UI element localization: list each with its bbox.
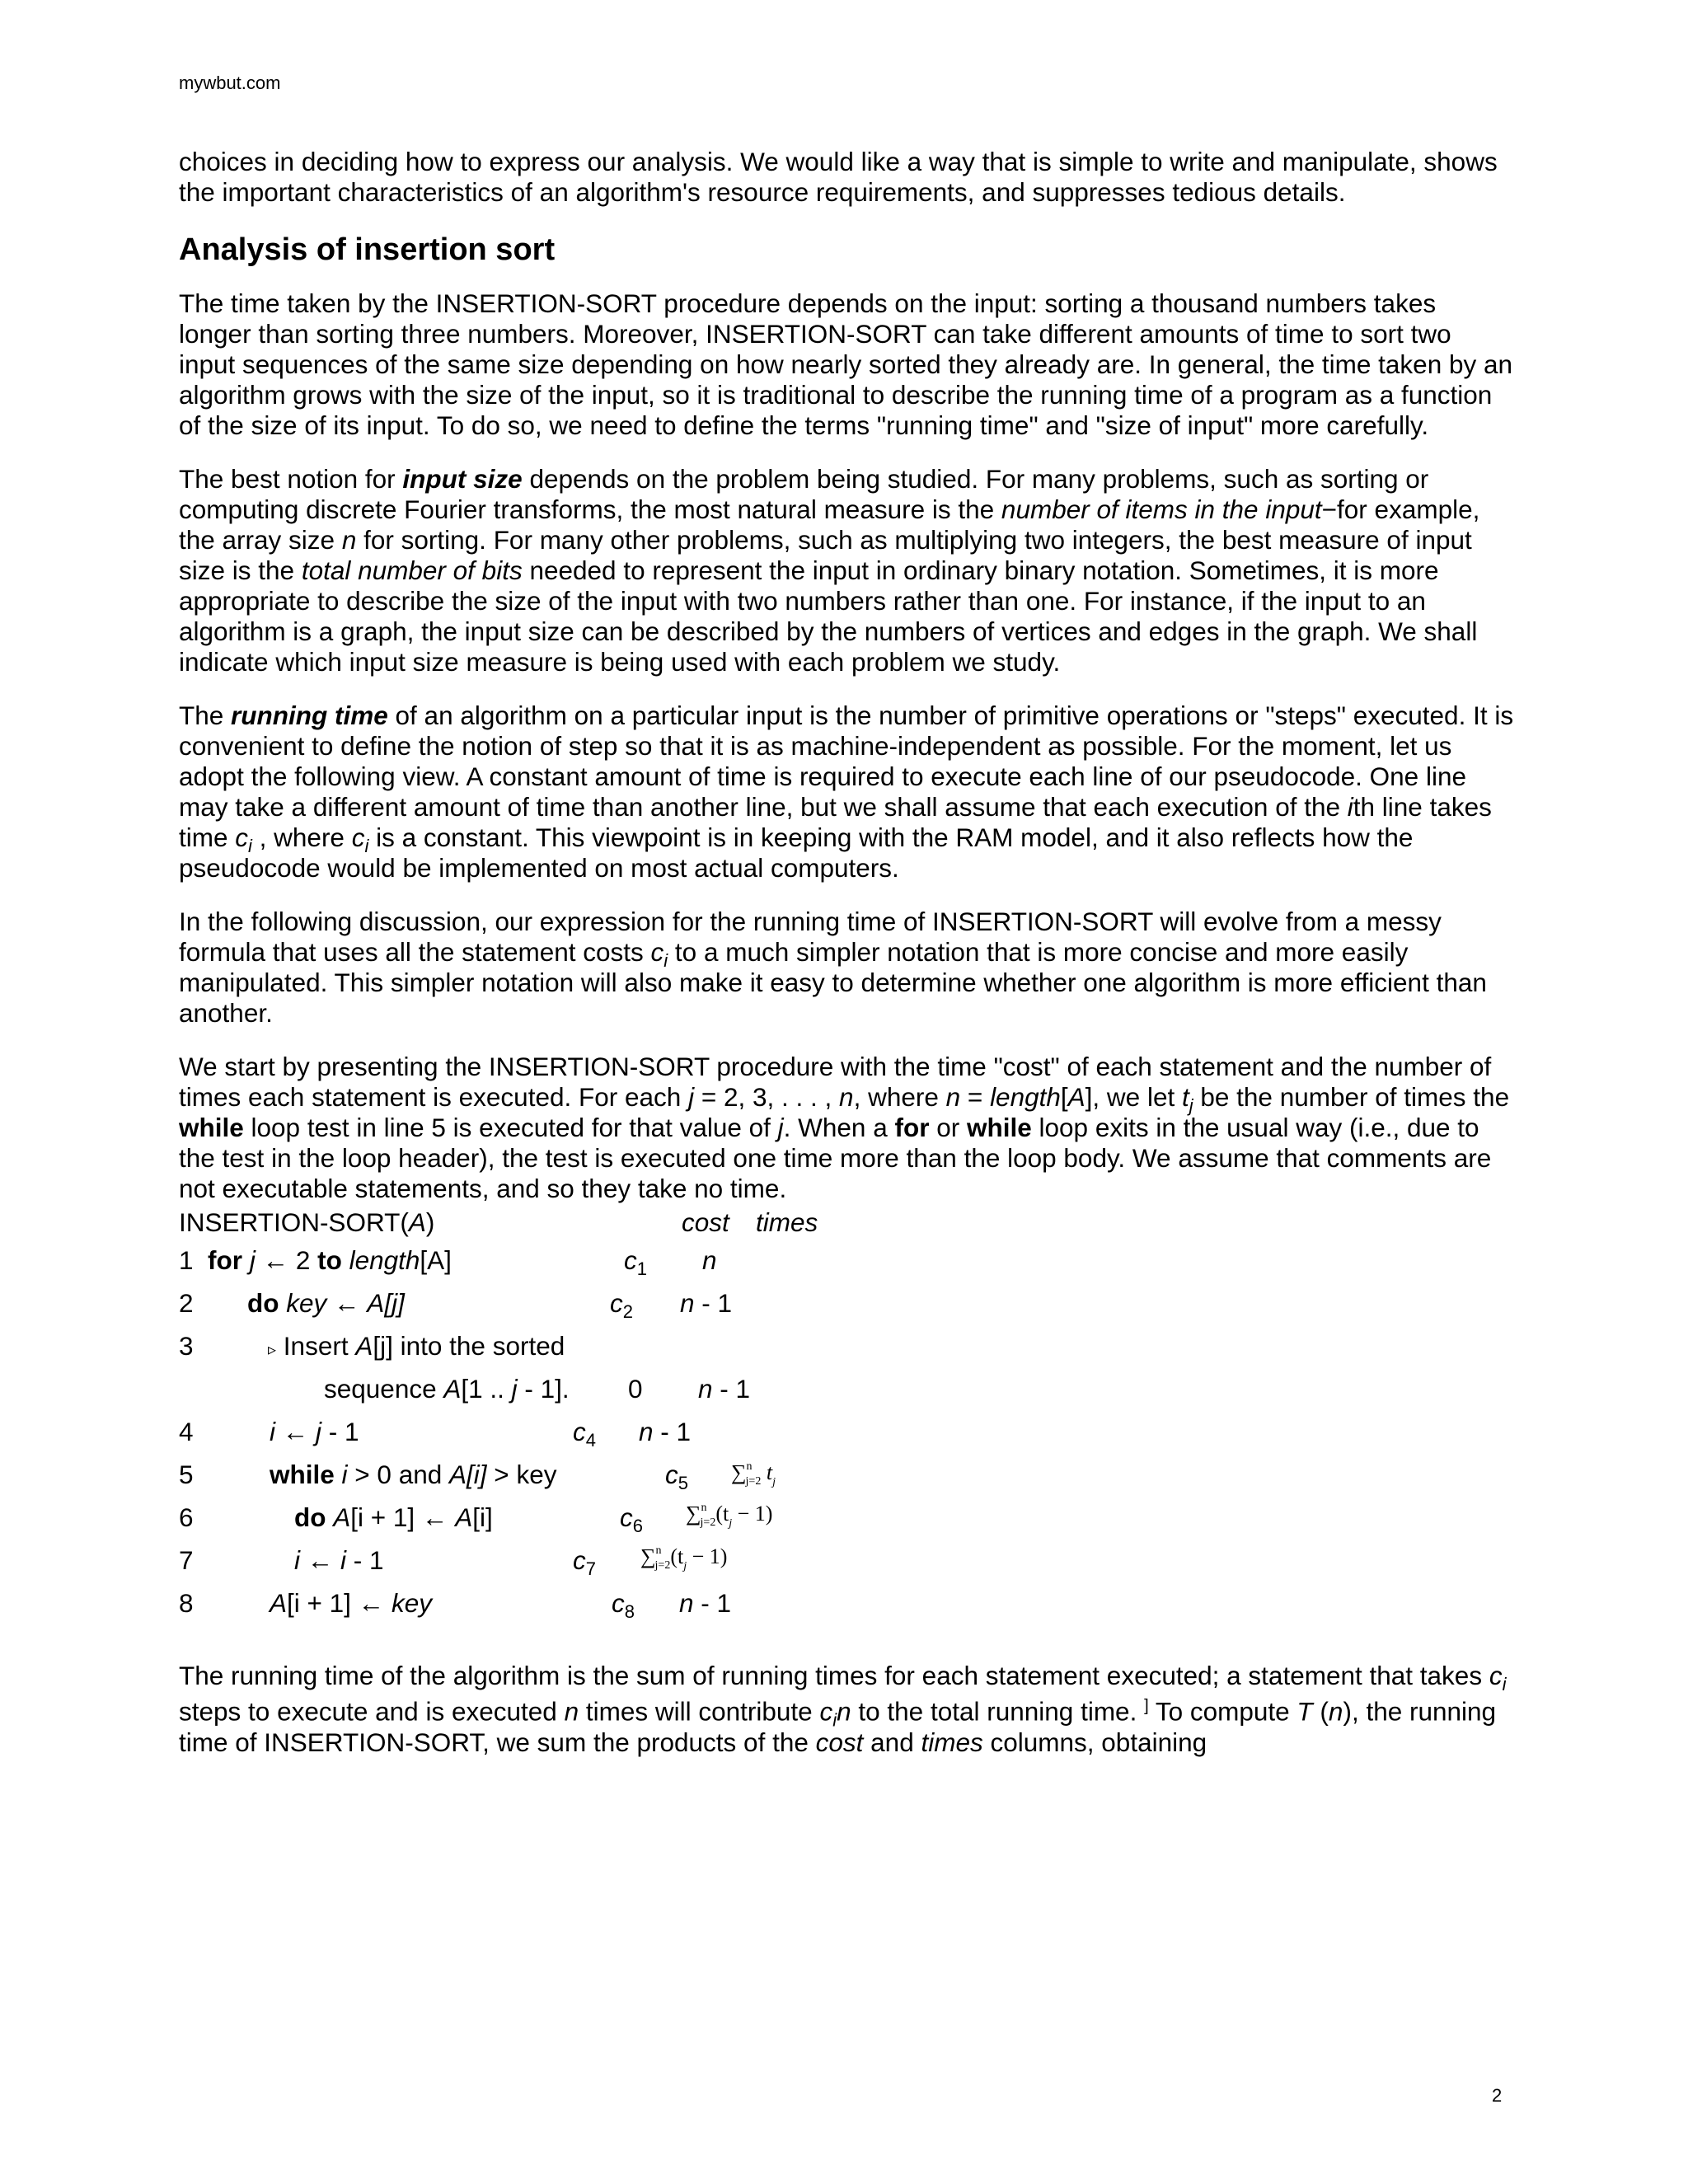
times-column-header: times (756, 1207, 818, 1237)
code-line-5-body: while i > 0 and A[i] > key (270, 1460, 557, 1489)
code-line-8: 8 (179, 1588, 194, 1618)
code-line-5: 5 (179, 1460, 194, 1489)
paragraph-input-dependence: The time taken by the INSERTION-SORT procedure depends on the input: sorting a thousand numbers takes longer than sorting three numbers. Moreover, INSERTION-SORT can take different amounts of time to sort two input sequences of the same size depending on how nearly sorted they already are. In general, the time taken by an algorithm grows with the size of the input, so it is traditional to describe the running time of a program as a function of the size of its input. To do so, we need to define the terms "running time" and "size of input" more carefully. (179, 288, 1513, 440)
code-header: INSERTION-SORT(A) (179, 1207, 435, 1237)
times-line-4: n - 1 (639, 1417, 692, 1446)
cost-c8: $c_8$ (612, 1588, 635, 1622)
code-line-4-body: i ← j - 1 (270, 1417, 359, 1446)
cost-column-header: cost (682, 1207, 729, 1237)
section-title: Analysis of insertion sort (179, 232, 556, 267)
cost-c5: $c_5$ (665, 1460, 688, 1493)
code-line-2-body: do key ← A[j] (247, 1288, 405, 1318)
cost-c1: $c_1$ (624, 1245, 647, 1279)
page-body (179, 147, 1514, 1781)
times-line-8: n - 1 (679, 1588, 732, 1618)
intro-paragraph: choices in deciding how to express our analysis. We would like a way that is simple to write and manipulate, shows the important characteristics of an algorithm's resource requirements, and suppresses tedious details. (179, 147, 1498, 207)
site-header: mywbut.com (179, 73, 281, 93)
cost-c4: $c_4$ (573, 1417, 596, 1451)
code-line-4: 4 (179, 1417, 194, 1446)
code-line-6-body: do A[i + 1] ← A[i] (294, 1502, 493, 1532)
code-line-3-comment: ▹ Insert A[j] into the sorted (268, 1331, 565, 1361)
summation-icon: ∑ (686, 1502, 701, 1526)
code-line-1: 1 for j ← 2 to length[A] (179, 1245, 452, 1275)
times-line-3: n - 1 (698, 1374, 751, 1404)
pseudocode-block (179, 1207, 1514, 1661)
times-line-2: n - 1 (680, 1288, 733, 1318)
times-line-5-sum: ∑$^n_{j=2}$ $t_j$ (731, 1460, 776, 1488)
times-line-6-sum: $\sum^n_{j=2}(t_j - 1)$ (686, 1502, 773, 1530)
cost-c6: $c_6$ (620, 1502, 643, 1536)
paragraph-procedure-intro: We start by presenting the INSERTION-SORT procedure with the time "cost" of each statement and the number of times each statement is executed. For each j = 2, 3, . . . , n, where n = length[A], we let $t_j$ be the number of times the while loop test in line 5 is executed for that value of j. When a for or while loop exits in the usual way (i.e., due to the test in the loop header), the test is executed one time more than the loop body. We assume that comments are not executable statements, and so they take no time. (179, 1052, 1510, 1203)
code-line-7: 7 (179, 1545, 194, 1575)
code-line-6: 6 (179, 1502, 194, 1532)
paragraph-input-size: The best notion for input size depends on the problem being studied. For many problems, such as sorting or computing discrete Fourier transforms, the most natural measure is the number of items in the input−for example, the array size n for sorting. For many other problems, such as multiplying two integers, the best measure of input size is the total number of bits needed to represent the input in ordinary binary notation. Sometimes, it is more appropriate to describe the size of the input with two numbers rather than one. For instance, if the input to an algorithm is a graph, the input size can be described by the numbers of vertices and edges in the graph. We shall indicate which input size measure is being used with each problem we study. (179, 464, 1480, 677)
paragraph-following-discussion: In the following discussion, our expression for the running time of INSERTION-SORT will evolve from a messy formula that uses all the statement costs $c_i$ to a much simpler notation that is more concise and more easily manipulated. This simpler notation will also make it easy to determine whether one algorithm is more efficient than another. (179, 907, 1487, 1028)
code-line-3-continuation: sequence A[1 .. j - 1]. (324, 1374, 570, 1404)
summation-icon: ∑ (731, 1460, 747, 1484)
cost-line-3: 0 (628, 1374, 643, 1404)
page-number: 2 (1492, 2085, 1503, 2106)
paragraph-running-time-sum: The running time of the algorithm is the sum of running times for each statement executed; a statement that takes $c_i$ steps to execute and is executed n times will contribute $c_in$ to the total running time. ] To compute T (n), the running time of INSERTION-SORT, we sum the products of the cost and times columns, obtaining (179, 1661, 1507, 1757)
cost-c2: $c_2$ (610, 1288, 633, 1322)
paragraph-running-time: The running time of an algorithm on a particular input is the number of primitive operations or "steps" executed. It is convenient to define the notion of step so that it is as machine-independent as possible. For the moment, let us adopt the following view. A constant amount of time is required to execute each line of our pseudocode. One line may take a different amount of time than another line, but we shall assume that each execution of the ith line takes time $c_i$ , where $c_i$ is a constant. This viewpoint is in keeping with the RAM model, and it also reflects how the pseudocode would be implemented on most actual computers. (179, 701, 1514, 883)
code-line-2: 2 (179, 1288, 194, 1318)
code-line-7-body: i ← i - 1 (294, 1545, 384, 1575)
times-line-7-sum: $\sum^n_{j=2}(t_j - 1)$ (640, 1544, 728, 1572)
code-line-8-body: A[i + 1] ← key (270, 1588, 432, 1618)
cost-c7: $c_7$ (573, 1545, 596, 1579)
summation-icon: ∑ (640, 1544, 656, 1568)
times-line-1: n (702, 1245, 717, 1275)
code-line-3: 3 (179, 1331, 194, 1361)
comment-triangle-icon: ▹ (268, 1341, 277, 1359)
